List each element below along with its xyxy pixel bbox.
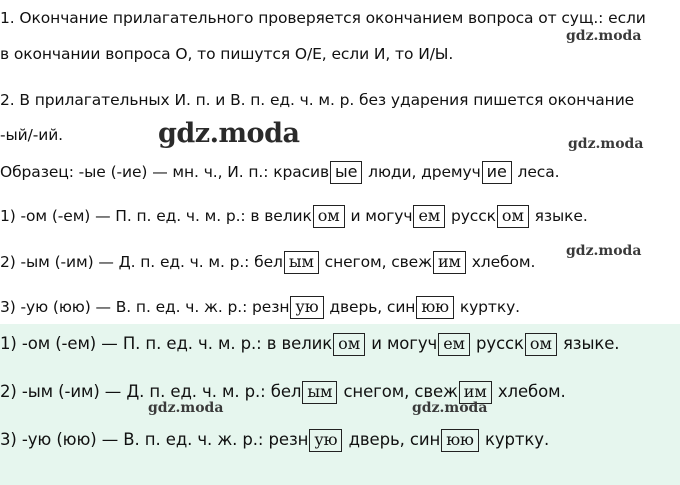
ending-box: ую — [290, 296, 323, 319]
rule-2-line-1: 2. В прилагательных И. п. и В. п. ед. ч. м. р. без ударения пишется окончание — [0, 91, 635, 109]
example-text: русск — [446, 207, 496, 225]
rule-1-line-2: в окончании вопроса О, то пишутся О/Е, если И, то И/Ы. — [0, 45, 454, 63]
example-text: 1) -ом (-ем) — П. п. ед. ч. м. р.: в велик — [0, 334, 333, 353]
sample-text-2: люди, дремуч — [363, 163, 481, 181]
ending-box: ем — [413, 205, 445, 228]
example-1-highlighted — [0, 331, 619, 357]
ending-box: ую — [309, 429, 342, 452]
example-text: снегом, свеж — [338, 382, 458, 401]
example-text: куртку. — [479, 430, 550, 449]
example-text: куртку. — [455, 298, 521, 316]
rule-2-line-2: -ый/-ий. — [0, 126, 63, 144]
example-text: дверь, син — [324, 298, 416, 316]
example-text: 3) -ую (юю) — В. п. ед. ч. ж. р.: резн — [0, 430, 309, 449]
sample-line — [0, 159, 559, 185]
example-3 — [0, 294, 520, 320]
example-3-highlighted — [0, 427, 549, 453]
ending-box: им — [459, 381, 492, 404]
ending-box: ом — [497, 205, 529, 228]
example-text: русск — [470, 334, 524, 353]
ending-box: юю — [416, 296, 454, 319]
ending-box: ие — [482, 161, 512, 184]
sample-text-3: леса. — [512, 163, 560, 181]
ending-box: ым — [302, 381, 337, 404]
watermark: gdz.moda — [412, 400, 488, 416]
watermark: gdz.moda — [566, 28, 642, 44]
ending-box: ем — [438, 333, 470, 356]
ending-box: юю — [441, 429, 479, 452]
ending-box: ым — [284, 251, 319, 274]
ending-box: ом — [333, 333, 365, 356]
ending-box: ом — [525, 333, 557, 356]
ending-box: им — [433, 251, 466, 274]
example-text: 3) -ую (юю) — В. п. ед. ч. ж. р.: резн — [0, 298, 290, 316]
rule-1-line-1: 1. Окончание прилагательного проверяется окончанием вопроса от сущ.: если — [0, 9, 646, 27]
example-text: дверь, син — [343, 430, 441, 449]
example-text: 2) -ым (-им) — Д. п. ед. ч. м. р.: бел — [0, 253, 283, 271]
sample-text-1: Образец: -ые (-ие) — мн. ч., И. п.: красив — [0, 163, 330, 181]
example-1 — [0, 203, 588, 229]
watermark: gdz.moda — [148, 400, 224, 416]
watermark-large: gdz.moda — [158, 118, 300, 149]
example-text: 1) -ом (-ем) — П. п. ед. ч. м. р.: в велик — [0, 207, 312, 225]
example-text: хлебом. — [466, 253, 536, 271]
example-text: и могуч — [366, 334, 438, 353]
watermark: gdz.moda — [566, 243, 642, 259]
example-text: 2) -ым (-им) — Д. п. ед. ч. м. р.: бел — [0, 382, 302, 401]
watermark: gdz.moda — [568, 136, 644, 152]
ending-box: ом — [313, 205, 345, 228]
example-text: снегом, свеж — [319, 253, 432, 271]
example-text: хлебом. — [492, 382, 566, 401]
example-text: языке. — [557, 334, 620, 353]
example-text: языке. — [529, 207, 588, 225]
example-text: и могуч — [345, 207, 413, 225]
ending-box: ые — [330, 161, 362, 184]
example-2 — [0, 249, 535, 275]
